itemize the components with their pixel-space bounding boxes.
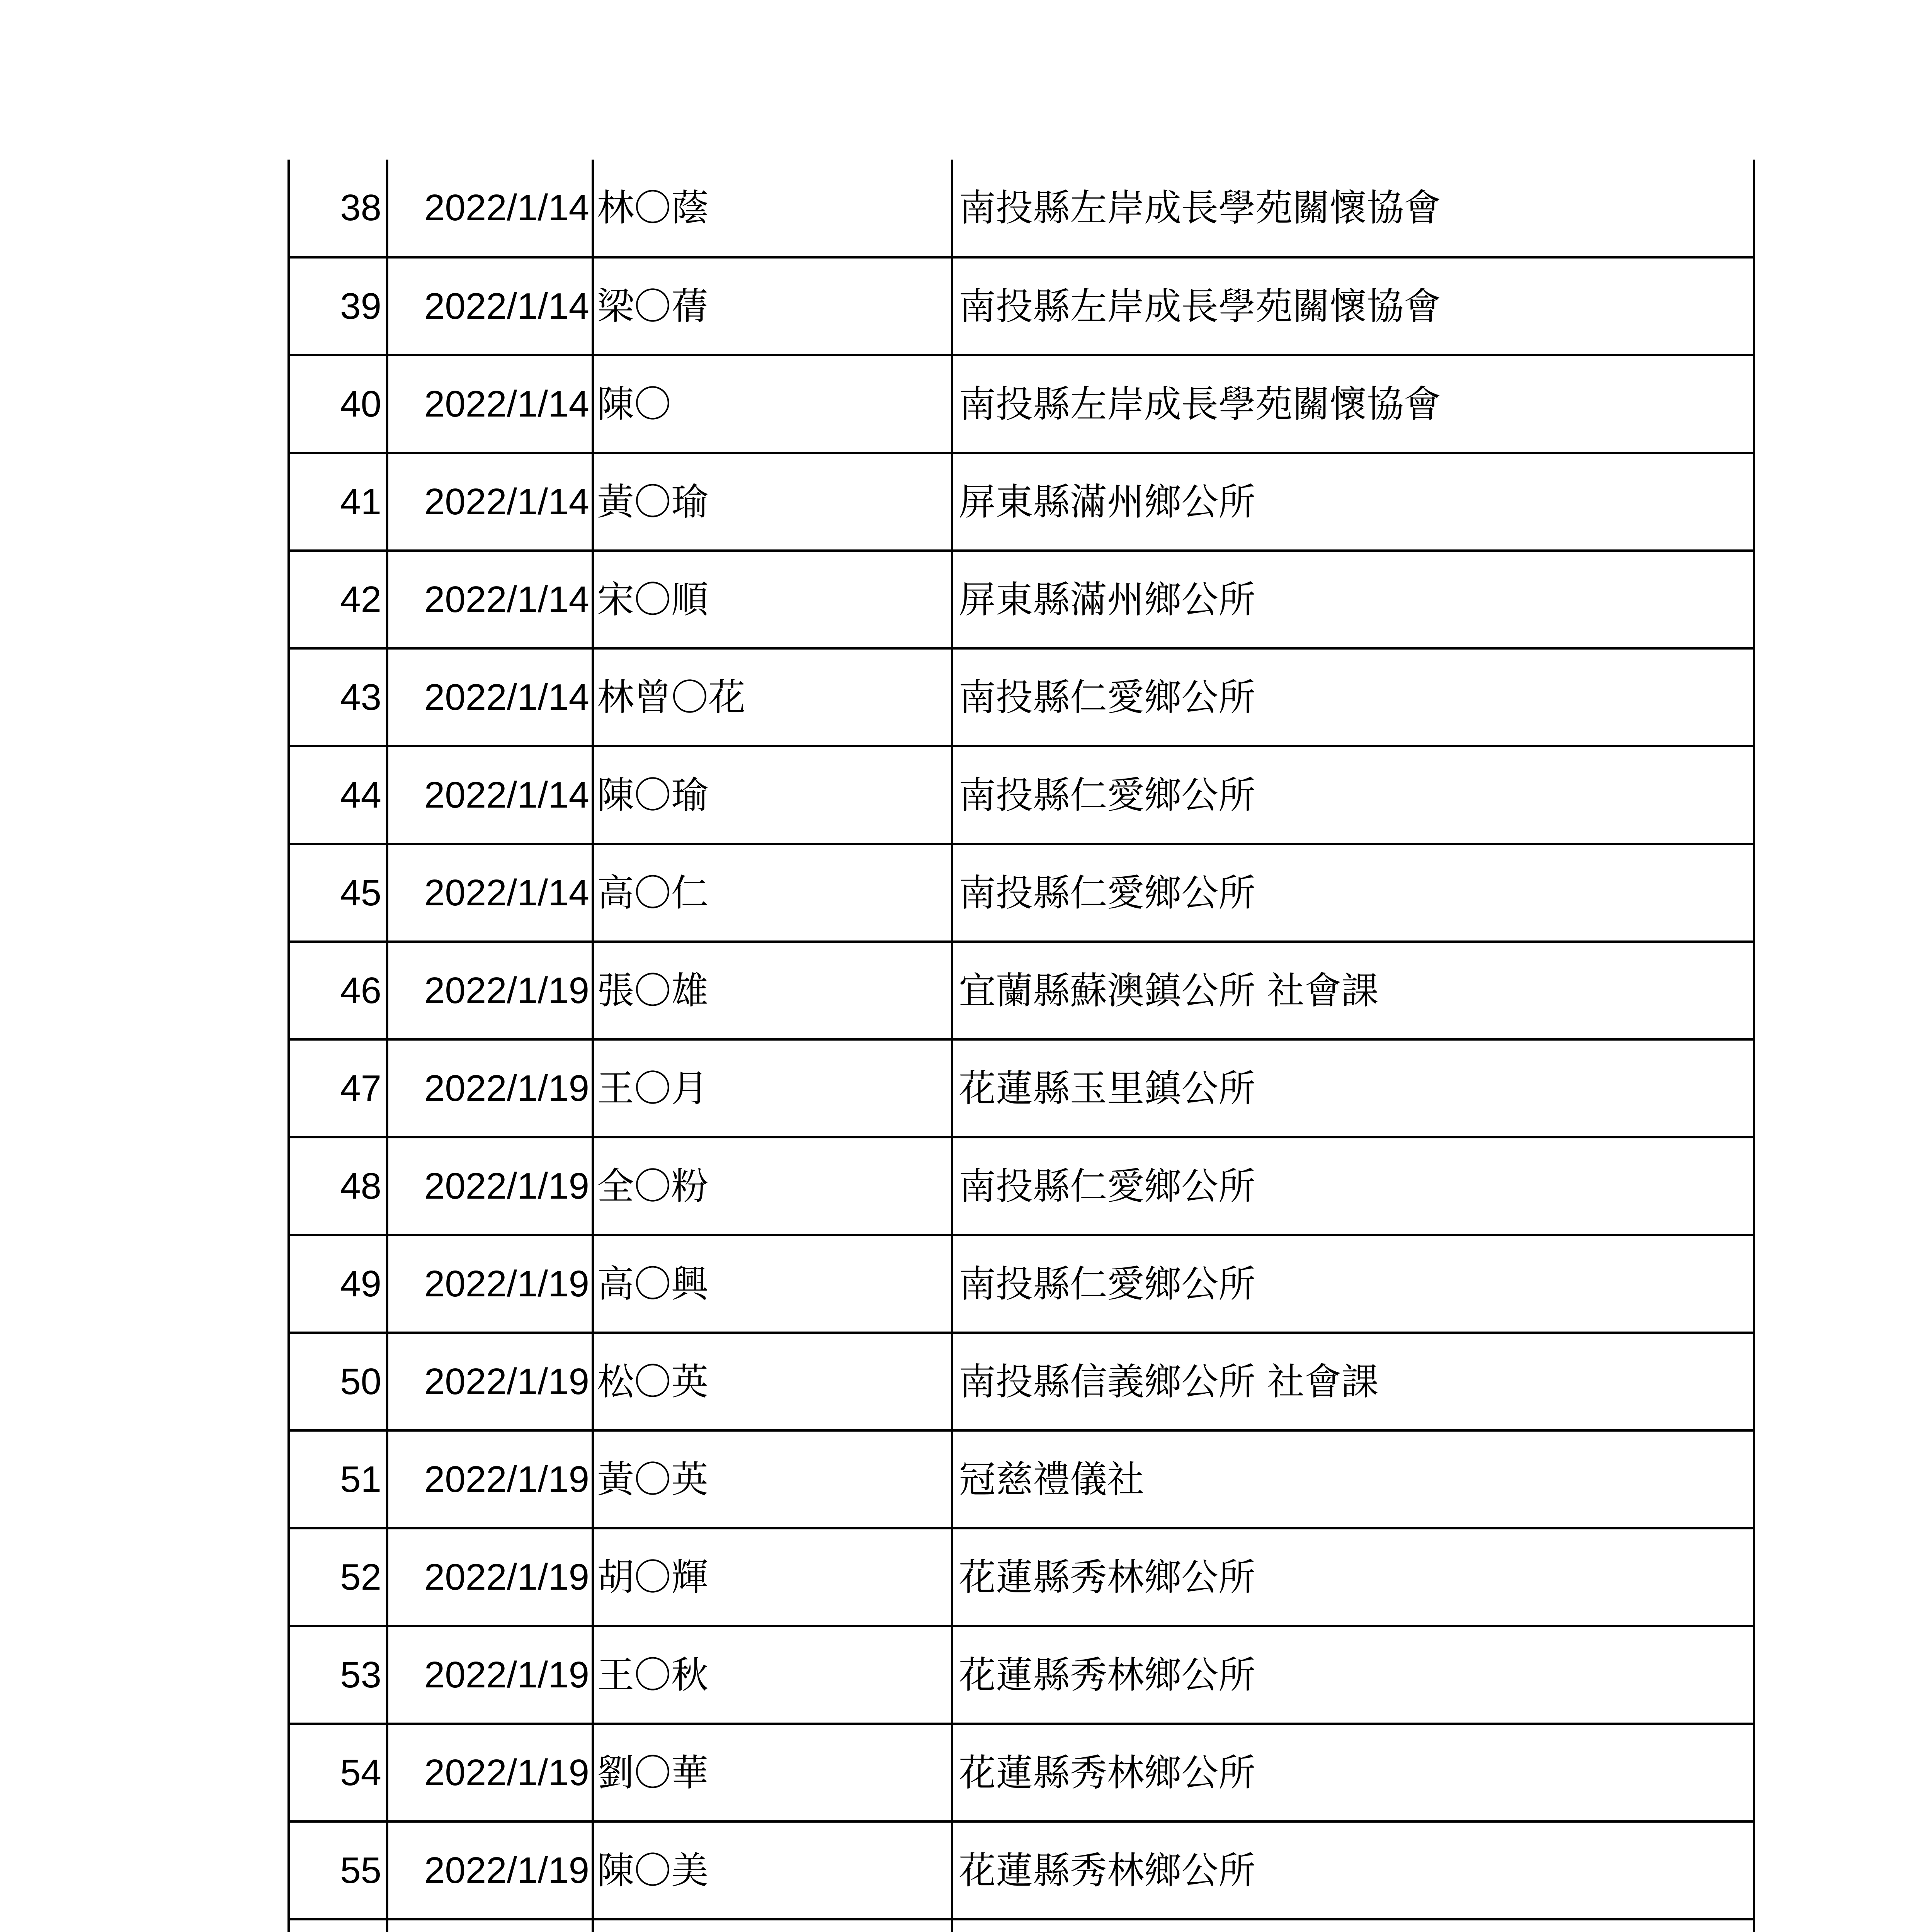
row-number-cell: 51 xyxy=(289,1430,387,1528)
table-row xyxy=(289,844,1754,942)
organization-cell: 南投縣仁愛鄉公所 xyxy=(952,746,1754,844)
row-number-cell: 48 xyxy=(289,1137,387,1235)
organization-cell: 南投縣左岸成長學苑關懷協會 xyxy=(952,257,1754,355)
name-cell: 梁〇蒨 xyxy=(593,257,952,355)
table-row xyxy=(289,1724,1754,1821)
date-cell: 2022/1/19 xyxy=(387,942,593,1039)
date-cell xyxy=(387,1919,593,1932)
date-cell: 2022/1/19 xyxy=(387,1430,593,1528)
date-cell: 2022/1/19 xyxy=(387,1235,593,1333)
row-number-cell: 39 xyxy=(289,257,387,355)
table-row xyxy=(289,257,1754,355)
row-number-cell: 55 xyxy=(289,1821,387,1919)
date-cell: 2022/1/14 xyxy=(387,746,593,844)
organization-cell: 花蓮縣秀林鄉公所 xyxy=(952,1626,1754,1724)
organization-cell: 宜蘭縣蘇澳鎮公所 社會課 xyxy=(952,942,1754,1039)
row-number-cell: 54 xyxy=(289,1724,387,1821)
date-cell: 2022/1/14 xyxy=(387,453,593,551)
name-cell: 胡〇輝 xyxy=(593,1528,952,1626)
date-cell: 2022/1/14 xyxy=(387,355,593,453)
table-row xyxy=(289,1039,1754,1137)
name-cell: 王〇秋 xyxy=(593,1626,952,1724)
organization-cell: 花蓮縣秀林鄉公所 xyxy=(952,1724,1754,1821)
date-cell: 2022/1/14 xyxy=(387,160,593,257)
name-cell: 宋〇順 xyxy=(593,551,952,648)
name-cell: 陳〇 xyxy=(593,355,952,453)
name-cell: 松〇英 xyxy=(593,1333,952,1430)
name-cell: 王〇月 xyxy=(593,1039,952,1137)
name-cell: 全〇粉 xyxy=(593,1137,952,1235)
name-cell: 黃〇英 xyxy=(593,1430,952,1528)
date-cell: 2022/1/19 xyxy=(387,1333,593,1430)
row-number-cell: 45 xyxy=(289,844,387,942)
row-number-cell: 42 xyxy=(289,551,387,648)
name-cell: 陳〇瑜 xyxy=(593,746,952,844)
organization-cell: 花蓮縣秀林鄉公所 xyxy=(952,1821,1754,1919)
row-number-cell: 41 xyxy=(289,453,387,551)
organization-cell: 屏東縣滿州鄉公所 xyxy=(952,453,1754,551)
table-row xyxy=(289,1821,1754,1919)
row-number-cell: 53 xyxy=(289,1626,387,1724)
row-number-cell: 47 xyxy=(289,1039,387,1137)
organization-cell: 南投縣仁愛鄉公所 xyxy=(952,648,1754,746)
date-cell: 2022/1/14 xyxy=(387,648,593,746)
table-row xyxy=(289,1333,1754,1430)
organization-cell: 花蓮縣玉里鎮公所 xyxy=(952,1039,1754,1137)
organization-cell: 南投縣信義鄉公所 社會課 xyxy=(952,1333,1754,1430)
date-cell: 2022/1/19 xyxy=(387,1137,593,1235)
date-cell: 2022/1/19 xyxy=(387,1039,593,1137)
name-cell: 劉〇華 xyxy=(593,1724,952,1821)
table-row xyxy=(289,1235,1754,1333)
organization-cell: 屏東縣滿州鄉公所 xyxy=(952,551,1754,648)
row-number-cell: 50 xyxy=(289,1333,387,1430)
table-row xyxy=(289,1137,1754,1235)
organization-cell xyxy=(952,1919,1754,1932)
table-row xyxy=(289,551,1754,648)
date-cell: 2022/1/14 xyxy=(387,257,593,355)
date-cell: 2022/1/19 xyxy=(387,1626,593,1724)
date-cell: 2022/1/19 xyxy=(387,1724,593,1821)
name-cell: 高〇興 xyxy=(593,1235,952,1333)
row-number-cell: 49 xyxy=(289,1235,387,1333)
organization-cell: 南投縣仁愛鄉公所 xyxy=(952,1235,1754,1333)
table-row xyxy=(289,453,1754,551)
table-row xyxy=(289,648,1754,746)
table-row xyxy=(289,746,1754,844)
name-cell: 黃〇瑜 xyxy=(593,453,952,551)
table-row xyxy=(289,1919,1754,1932)
organization-cell: 南投縣左岸成長學苑關懷協會 xyxy=(952,160,1754,257)
records-table-container xyxy=(287,160,1753,1932)
organization-cell: 冠慈禮儀社 xyxy=(952,1430,1754,1528)
table-row xyxy=(289,1430,1754,1528)
date-cell: 2022/1/19 xyxy=(387,1528,593,1626)
name-cell: 林〇蔭 xyxy=(593,160,952,257)
organization-cell: 花蓮縣秀林鄉公所 xyxy=(952,1528,1754,1626)
table-row xyxy=(289,160,1754,257)
table-row xyxy=(289,942,1754,1039)
name-cell: 高〇仁 xyxy=(593,844,952,942)
table-row xyxy=(289,1626,1754,1724)
name-cell xyxy=(593,1919,952,1932)
date-cell: 2022/1/14 xyxy=(387,844,593,942)
row-number-cell: 43 xyxy=(289,648,387,746)
organization-cell: 南投縣左岸成長學苑關懷協會 xyxy=(952,355,1754,453)
organization-cell: 南投縣仁愛鄉公所 xyxy=(952,844,1754,942)
name-cell: 陳〇美 xyxy=(593,1821,952,1919)
records-table-body xyxy=(289,160,1754,1932)
row-number-cell: 40 xyxy=(289,355,387,453)
row-number-cell: 52 xyxy=(289,1528,387,1626)
row-number-cell: 38 xyxy=(289,160,387,257)
organization-cell: 南投縣仁愛鄉公所 xyxy=(952,1137,1754,1235)
row-number-cell: 46 xyxy=(289,942,387,1039)
date-cell: 2022/1/14 xyxy=(387,551,593,648)
table-row xyxy=(289,355,1754,453)
records-table xyxy=(287,160,1755,1932)
date-cell: 2022/1/19 xyxy=(387,1821,593,1919)
row-number-cell xyxy=(289,1919,387,1932)
name-cell: 張〇雄 xyxy=(593,942,952,1039)
row-number-cell: 44 xyxy=(289,746,387,844)
name-cell: 林曾〇花 xyxy=(593,648,952,746)
table-row xyxy=(289,1528,1754,1626)
